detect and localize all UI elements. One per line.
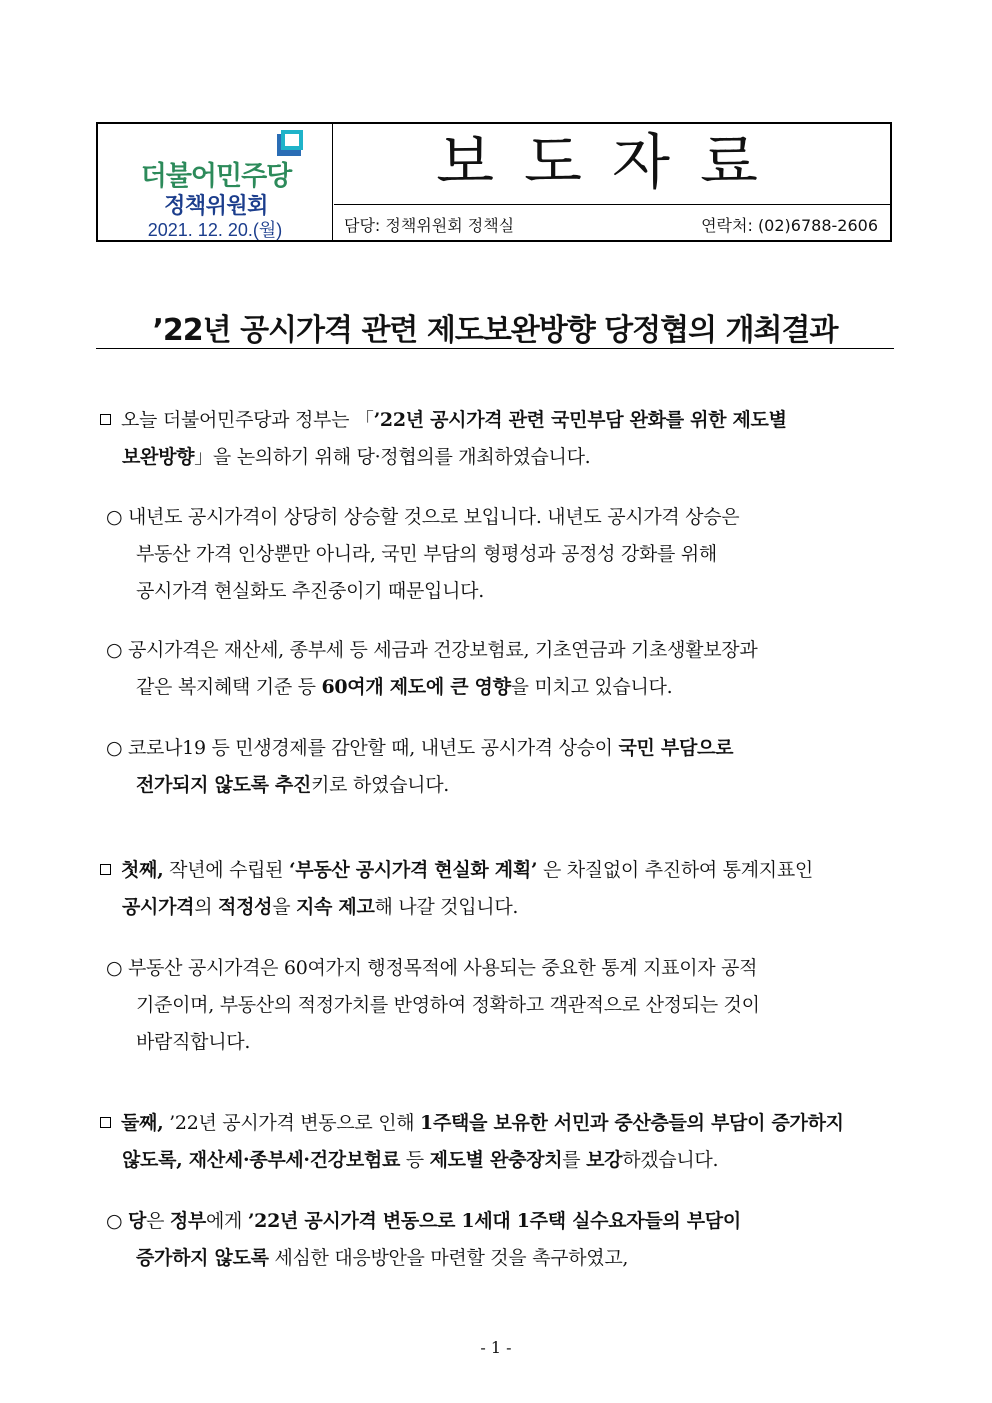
square-bullet-icon <box>100 1117 111 1128</box>
contact-phone: 연락처: (02)6788-2606 <box>701 216 878 235</box>
circle-bullet-icon: ○ <box>106 737 123 759</box>
circle-bullet-icon: ○ <box>106 957 123 979</box>
press-release-header <box>96 122 892 242</box>
paragraph-7: 둘째, ’22년 공시가격 변동으로 인해 1주택을 보유한 서민과 중산층들의 부담이 증가하지 않도록, 재산세·종부세·건강보험료 등 제도별 완충장치를 보강하겠습니다. <box>100 1105 844 1179</box>
paragraph-4: ○ 코로나19 등 민생경제를 감안할 때, 내년도 공시가격 상승이 국민 부담으로 전가되지 않도록 추진키로 하였습니다. <box>106 730 733 804</box>
title-underline <box>96 348 894 349</box>
contact-department: 담당: 정책위원회 정책실 <box>344 216 515 235</box>
party-logo-cell <box>98 124 333 240</box>
contact-line <box>334 204 890 240</box>
paragraph-3: ○ 공시가격은 재산세, 종부세 등 세금과 건강보험료, 기초연금과 기초생활보장과 같은 복지혜택 기준 등 60여개 제도에 큰 영향을 미치고 있습니다. <box>106 632 757 706</box>
paragraph-5: 첫째, 작년에 수립된 ‘부동산 공시가격 현실화 계획’ 은 차질없이 추진하여 통계지표인 공시가격의 적정성을 지속 제고해 나갈 것입니다. <box>100 852 813 926</box>
paragraph-2: ○ 내년도 공시가격이 상당히 상승할 것으로 보입니다. 내년도 공시가격 상승은 부동산 가격 인상뿐만 아니라, 국민 부담의 형평성과 공정성 강화를 위해 공시가격 현실화도 추진중이기 때문입니다. <box>106 499 739 610</box>
party-name: 더불어민주당 <box>140 161 292 192</box>
paragraph-8: ○ 당은 정부에게 ’22년 공시가격 변동으로 1세대 1주택 실수요자들의 부담이 증가하지 않도록 세심한 대응방안을 마련할 것을 촉구하였고, <box>106 1203 741 1277</box>
circle-bullet-icon: ○ <box>106 639 123 661</box>
document-title: ’22년 공시가격 관련 제도보완방향 당정협의 개최결과 <box>152 313 838 348</box>
square-bullet-icon <box>100 864 111 875</box>
release-title: 보도자료 <box>436 128 788 198</box>
committee-name: 정책위원회 <box>164 194 268 219</box>
page-number: - 1 - <box>480 1338 512 1357</box>
paragraph-6: ○ 부동산 공시가격은 60여가지 행정목적에 사용되는 중요한 통계 지표이자 공적 기준이며, 부동산의 적정가치를 반영하여 정확하고 객관적으로 산정되는 것이 바람직합니다. <box>106 950 760 1061</box>
square-bullet-icon <box>100 414 111 425</box>
release-date: 2021. 12. 20.(월) <box>147 220 283 240</box>
paragraph-1: 오늘 더불어민주당과 정부는 「’22년 공시가격 관련 국민부담 완화를 위한 제도별 보완방향」을 논의하기 위해 당·정협의를 개최하였습니다. <box>100 402 787 476</box>
circle-bullet-icon: ○ <box>106 1210 123 1232</box>
circle-bullet-icon: ○ <box>106 506 123 528</box>
